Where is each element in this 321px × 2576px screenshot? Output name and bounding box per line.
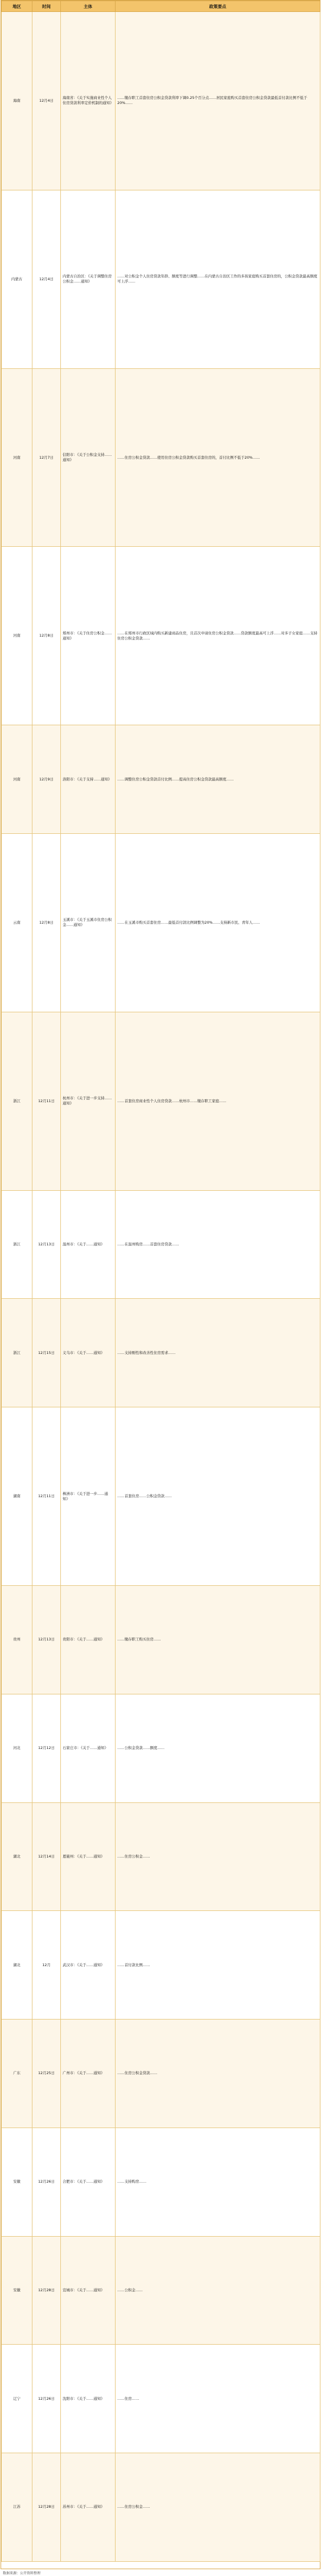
table-row — [2, 2020, 320, 2128]
points-cell: ……调整住房公积金贷款首付比例……提高住房公积金贷款最高额度…… — [116, 725, 320, 834]
subject-cell: 苏州市：《关于……通知》 — [61, 2453, 116, 2562]
footer-source: 数据来源：公开资料整理 — [3, 2571, 41, 2575]
points-cell: ……支持刚性和改善性住房需求…… — [116, 1299, 320, 1407]
subject-cell: 温州市：《关于……通知》 — [61, 1190, 116, 1299]
table-row — [2, 1802, 320, 1911]
date-cell: 12月8日 — [32, 834, 61, 1012]
subject-cell: 株洲市：《关于进一步……通知》 — [61, 1407, 116, 1586]
region-cell: 内蒙古 — [2, 190, 32, 368]
table-row — [2, 2453, 320, 2562]
region-cell: 浙江 — [2, 1012, 32, 1190]
region-cell: 安徽 — [2, 2236, 32, 2345]
subject-cell: 贵阳市：《关于……通知》 — [61, 1586, 116, 1694]
subject-cell: 武汉市：《关于……通知》 — [61, 1911, 116, 2020]
region-cell: 河南 — [2, 547, 32, 725]
region-cell: 浙江 — [2, 1190, 32, 1299]
region-cell: 安徽 — [2, 2128, 32, 2236]
date-cell: 12月7日 — [32, 368, 61, 547]
table-row — [2, 368, 320, 547]
table-row — [2, 190, 320, 368]
subject-cell: 杭州市：《关于进一步支持……通知》 — [61, 1012, 116, 1190]
points-cell: ……首套住房……公积金贷款…… — [116, 1407, 320, 1586]
region-cell: 江苏 — [2, 2453, 32, 2562]
points-cell: ……住房公积金…… — [116, 2453, 320, 2562]
points-cell: ……住房公积金贷款……使用住房公积金贷款购买首套住房的，首付比例不低于20%…… — [116, 368, 320, 547]
table-row — [2, 12, 320, 190]
date-cell: 12月4日 — [32, 12, 61, 190]
region-cell: 河北 — [2, 1694, 32, 1802]
subject-cell: 广州市：《关于……通知》 — [61, 2020, 116, 2128]
table-header-row — [2, 1, 320, 12]
subject-cell: 内蒙古自治区：《关于调整住房公积金……通知》 — [61, 190, 116, 368]
points-cell: ……首付款比例…… — [116, 1911, 320, 2020]
date-cell: 12月9日 — [32, 725, 61, 834]
table-row — [2, 2236, 320, 2345]
points-cell: ……公积金贷款……额度…… — [116, 1694, 320, 1802]
table-row — [2, 2345, 320, 2453]
region-cell: 浙江 — [2, 1299, 32, 1407]
date-cell: 12月11日 — [32, 1407, 61, 1586]
region-cell: 河南 — [2, 725, 32, 834]
header-subject: 主体 — [61, 1, 116, 12]
points-cell: ……在温州购房……首套住房贷款…… — [116, 1190, 320, 1299]
date-cell: 12月26日 — [32, 2345, 61, 2453]
date-cell: 12月25日 — [32, 2020, 61, 2128]
table-row — [2, 547, 320, 725]
region-cell: 广东 — [2, 2020, 32, 2128]
date-cell: 12月15日 — [32, 1299, 61, 1407]
subject-cell: 恩施州：《关于……通知》 — [61, 1802, 116, 1911]
subject-cell: 沈阳市：《关于……通知》 — [61, 2345, 116, 2453]
region-cell: 贵州 — [2, 1586, 32, 1694]
date-cell: 12月14日 — [32, 1802, 61, 1911]
date-cell: 12月12日 — [32, 1694, 61, 1802]
subject-cell: 海南省：《关于实施商业性个人住房贷款利率定价机制的通知》 — [61, 12, 116, 190]
points-cell: ……缴存职工首套住房公积金贷款利率下调0.25个百分点……居民家庭购买首套住房公积金贷款最低首付款比例不低于20%…… — [116, 12, 320, 190]
region-cell: 云南 — [2, 834, 32, 1012]
points-cell: ……在玉溪市购买首套住房……最低首付款比例调整为20%……支持新市民、青年人…… — [116, 834, 320, 1012]
date-cell: 12月 — [32, 1911, 61, 2020]
table-row — [2, 1694, 320, 1802]
points-cell: ……对公积金个人住房贷款年龄、额度等进行调整……在内蒙古自治区工作的多孩家庭购买首套住房的，公积金贷款最高额度可上浮…… — [116, 190, 320, 368]
points-cell: ……支持购房…… — [116, 2128, 320, 2236]
table-body — [2, 12, 320, 2562]
points-cell: ……在郑州市行政区域内购买新建商品住房，且首次申请住房公积金贷款……贷款额度最高可上浮……对多子女家庭……支持住房公积金贷款…… — [116, 547, 320, 725]
region-cell: 湖北 — [2, 1911, 32, 2020]
policy-table — [1, 1, 320, 2562]
header-region: 地区 — [2, 1, 32, 12]
table-row — [2, 1299, 320, 1407]
date-cell: 12月28日 — [32, 2453, 61, 2562]
subject-cell: 洛阳市：《关于支持……通知》 — [61, 725, 116, 834]
table-row — [2, 1586, 320, 1694]
table-row — [2, 1190, 320, 1299]
page — [1, 0, 320, 2575]
table-row — [2, 2128, 320, 2236]
region-cell: 湖南 — [2, 1407, 32, 1586]
region-cell: 海南 — [2, 12, 32, 190]
date-cell: 12月11日 — [32, 1012, 61, 1190]
region-cell: 湖北 — [2, 1802, 32, 1911]
subject-cell: 义乌市：《关于……通知》 — [61, 1299, 116, 1407]
header-date: 时间 — [32, 1, 61, 12]
date-cell: 12月13日 — [32, 1190, 61, 1299]
region-cell: 河南 — [2, 368, 32, 547]
table-row — [2, 1911, 320, 2020]
table-row — [2, 834, 320, 1012]
subject-cell: 石家庄市：《关于……通知》 — [61, 1694, 116, 1802]
subject-cell: 郑州市：《关于住房公积金……通知》 — [61, 547, 116, 725]
region-cell: 辽宁 — [2, 2345, 32, 2453]
date-cell: 12月28日 — [32, 2236, 61, 2345]
table-row — [2, 1012, 320, 1190]
date-cell: 12月4日 — [32, 190, 61, 368]
subject-cell: 合肥市：《关于……通知》 — [61, 2128, 116, 2236]
subject-cell: 玉溪市：《关于玉溪市住房公积金……通知》 — [61, 834, 116, 1012]
points-cell: ……住房公积金贷款…… — [116, 2020, 320, 2128]
points-cell: ……住房公积金…… — [116, 1802, 320, 1911]
date-cell: 12月13日 — [32, 1586, 61, 1694]
points-cell: ……住房…… — [116, 2345, 320, 2453]
subject-cell: 信阳市：《关于公积金支持……通知》 — [61, 368, 116, 547]
date-cell: 12月8日 — [32, 547, 61, 725]
table-row — [2, 1407, 320, 1586]
points-cell: ……缴存职工购买住房…… — [116, 1586, 320, 1694]
date-cell: 12月26日 — [32, 2128, 61, 2236]
points-cell: ……首套住房商业性个人住房贷款……杭州市……缴存职工家庭…… — [116, 1012, 320, 1190]
header-points: 政策要点 — [116, 1, 320, 12]
points-cell: ……公积金…… — [116, 2236, 320, 2345]
table-row — [2, 725, 320, 834]
subject-cell: 宣城市：《关于……通知》 — [61, 2236, 116, 2345]
